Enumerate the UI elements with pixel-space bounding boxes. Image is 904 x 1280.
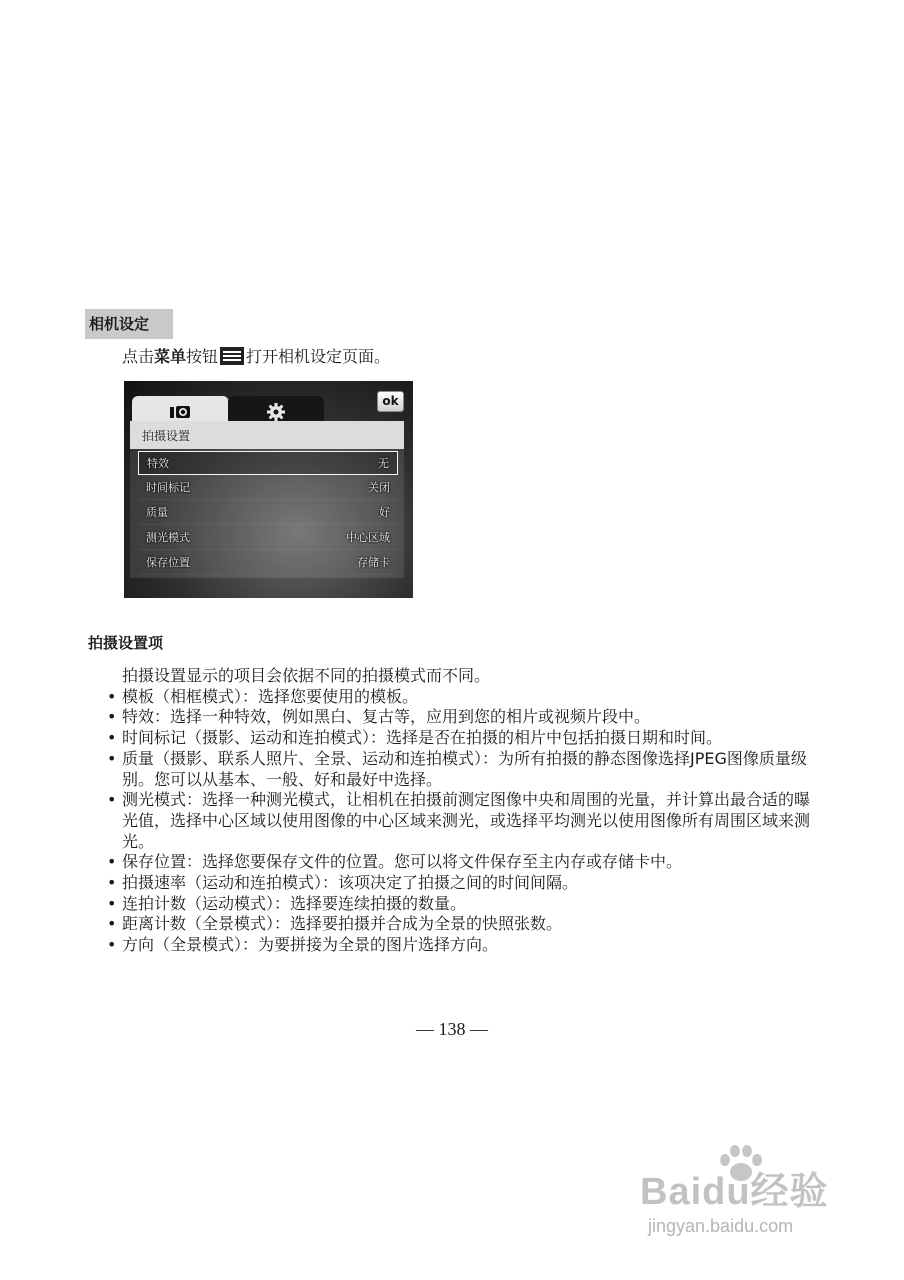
settings-row-effect[interactable] (138, 451, 398, 475)
row-value: 中心区域 (346, 531, 390, 544)
list-item: • 拍摄速率（运动和连拍模式）：该项决定了拍摄之间的时间间隔。 (107, 873, 822, 894)
row-label: 质量 (146, 506, 168, 519)
row-value: 好 (379, 506, 390, 519)
subsection-body (122, 666, 822, 956)
list-item: • 方向（全景模式）：为要拼接为全景的图片选择方向。 (107, 935, 822, 956)
list-item: • 质量（摄影、联系人照片、全景、运动和连拍模式）：为所有拍摄的静态图像选择JPEG图像质量级别。您可以从基本、一般、好和最好中选择。 (107, 749, 822, 790)
camera-icon (169, 404, 191, 420)
settings-row-quality[interactable] (138, 500, 398, 525)
list-item: • 测光模式：选择一种测光模式，让相机在拍摄前测定图像中央和周围的光量，并计算出最合适的曝光值，选择中心区域以使用图像的中心区域来测光，或选择平均测光以使用图像所有周围区域来测光。 (107, 790, 822, 852)
row-label: 特效 (147, 457, 169, 470)
settings-row-timestamp[interactable] (138, 475, 398, 500)
list-item: • 距离计数（全景模式）：选择要拍摄并合成为全景的快照张数。 (107, 914, 822, 935)
page-number: — 138 — (416, 1019, 488, 1039)
list-item: • 特效：选择一种特效，例如黑白、复古等，应用到您的相片或视频片段中。 (107, 707, 822, 728)
list-item: • 时间标记（摄影、运动和连拍模式）：选择是否在拍摄的相片中包括拍摄日期和时间。 (107, 728, 822, 749)
subsection-title: 拍摄设置项 (88, 634, 164, 652)
settings-list (138, 451, 398, 575)
panel-header: 拍摄设置 (130, 421, 404, 449)
settings-row-metering[interactable] (138, 525, 398, 550)
watermark-logo: Baidu经验 (640, 1171, 829, 1213)
list-item: • 模板（相框模式）：选择您要使用的模板。 (107, 687, 822, 708)
intro-text: 点击菜单按钮 打开相机设定页面。 (122, 347, 391, 366)
list-item: • 连拍计数（运动模式）：选择要连续拍摄的数量。 (107, 894, 822, 915)
watermark (640, 1140, 860, 1250)
gear-icon (266, 402, 286, 422)
section-title: 相机设定 (85, 309, 173, 339)
row-label: 测光模式 (146, 531, 190, 544)
row-label: 时间标记 (146, 481, 190, 494)
ok-button[interactable]: ok (377, 391, 404, 412)
subsection-intro: 拍摄设置显示的项目会依据不同的拍摄模式而不同。 (122, 666, 491, 685)
row-value: 关闭 (368, 481, 390, 494)
settings-row-storage[interactable] (138, 550, 398, 575)
row-value: 无 (378, 457, 389, 470)
watermark-url: jingyan.baidu.com (648, 1216, 794, 1236)
bullet-list (122, 687, 822, 956)
menu-label: 菜单 (154, 347, 187, 366)
row-label: 保存位置 (146, 556, 190, 569)
menu-icon (220, 347, 244, 365)
settings-panel (130, 421, 404, 578)
list-item: • 保存位置：选择您要保存文件的位置。您可以将文件保存至主内存或存储卡中。 (107, 852, 822, 873)
camera-settings-screenshot (124, 381, 413, 598)
row-value: 存储卡 (357, 556, 390, 569)
